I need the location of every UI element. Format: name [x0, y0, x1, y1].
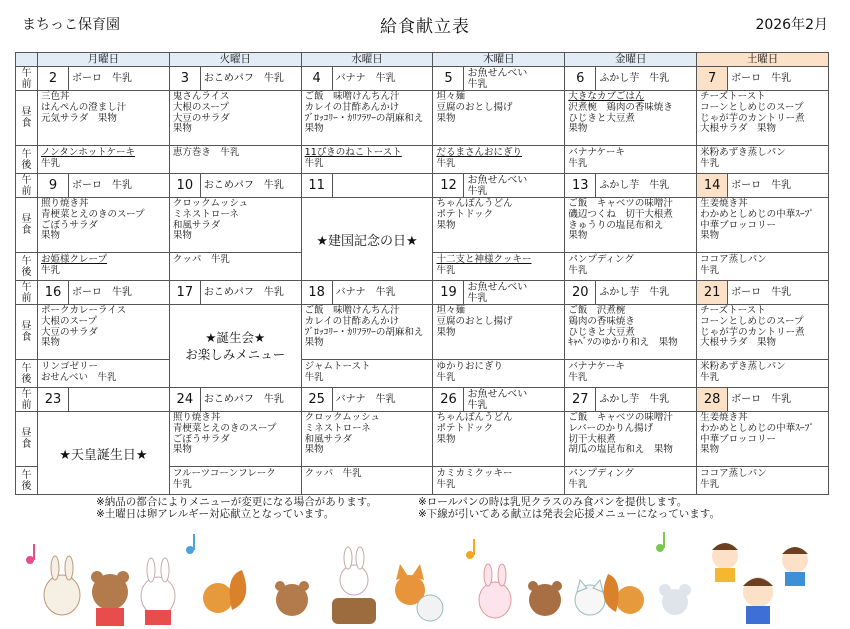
pm-snack	[697, 146, 828, 171]
menu-table	[15, 52, 829, 495]
date-number: 7	[697, 67, 728, 90]
pm-snack-item: だるまさんおにぎり	[436, 147, 522, 159]
animal-band-illustration	[0, 520, 850, 629]
squirrel-icon	[203, 570, 246, 613]
lunch-cell-thu	[433, 412, 565, 467]
music-note-icon	[26, 544, 35, 564]
morning-snack: ボーロ 牛乳	[72, 180, 132, 192]
pm-snack-cell-wed	[301, 467, 433, 495]
date-cell-mon	[38, 173, 170, 197]
pm-snack-drink: 牛乳	[568, 478, 588, 490]
lunch-cell-fri	[565, 305, 697, 360]
pm-snack	[170, 146, 301, 161]
date-cell-sat	[697, 387, 829, 411]
row-label-pm	[16, 360, 38, 388]
bear-icon	[91, 571, 129, 626]
pm-snack-cell-thu	[433, 467, 565, 495]
date-cell-sat	[697, 67, 829, 91]
pm-snack-item: リンゴゼリー	[41, 361, 99, 373]
morning-snack: ボーロ 牛乳	[72, 287, 132, 299]
date-number: 5	[433, 67, 464, 90]
row-label-char: 午	[21, 388, 32, 400]
pm-snack-item: クッパ 牛乳	[172, 254, 230, 266]
bear-icon	[528, 581, 562, 616]
child-icon	[712, 543, 738, 582]
date-cell-wed	[301, 173, 433, 197]
pm-snack-item: クッパ 牛乳	[304, 468, 362, 480]
lunch-cell-thu	[433, 198, 565, 253]
pm-snack-item: 11ぴきのねこトースト	[304, 147, 402, 159]
day-header-sat: 土曜日	[697, 53, 829, 67]
lunch-cell-wed	[301, 91, 433, 146]
date-number: 10	[170, 174, 201, 197]
pm-snack-drink: 牛乳	[700, 372, 720, 383]
lunch-menu: ちゃんぽんうどん ポテトドック 果物	[436, 412, 513, 445]
date-number: 2	[38, 67, 69, 90]
date-cell-tue	[169, 387, 301, 411]
date-number: 25	[302, 388, 333, 411]
row-label-char: 後	[21, 159, 32, 171]
lunch-cell-wed	[301, 305, 433, 360]
pm-snack	[697, 467, 828, 492]
date-number: 13	[565, 174, 596, 197]
date-number: 19	[433, 281, 464, 304]
date-number: 26	[433, 388, 464, 411]
date-cell-wed	[301, 67, 433, 91]
date-number: 11	[302, 174, 333, 197]
row-label-char: 食	[21, 332, 32, 344]
pm-snack-cell-thu	[433, 360, 565, 388]
morning-snack: おこめパフ 牛乳	[203, 394, 284, 406]
pm-snack-cell-sat	[697, 467, 829, 495]
pm-snack-cell-tue	[169, 146, 301, 174]
pm-snack-cell-thu	[433, 253, 565, 281]
morning-snack: ボーロ 牛乳	[731, 287, 792, 299]
row-label-char: 午	[21, 362, 32, 374]
date-cell-wed	[301, 387, 433, 411]
row-label-pm	[16, 146, 38, 174]
lunch-cell-tue	[169, 198, 301, 253]
pm-snack-item: ゆかりおにぎり	[436, 361, 503, 373]
lunch-menu: ポークカレーライス 大根のスープ 大豆のサラダ 果物	[41, 305, 127, 349]
note: ※ロールパンの時は乳児クラスのみ食パンを提供します。	[418, 496, 688, 508]
date-cell-sat	[697, 280, 829, 304]
morning-snack: ふかし芋 牛乳	[599, 287, 670, 299]
event-label: お楽しみメニュー	[185, 347, 286, 363]
lunch-menu: チーズトースト コーンとしめじのスープ じゃが芋のカントリー煮 大根サラダ 果物	[700, 91, 805, 135]
row-label-char: 前	[21, 185, 32, 197]
date-number: 24	[170, 388, 201, 411]
pm-snack-cell-wed	[301, 360, 433, 388]
pm-snack-cell-sat	[697, 360, 829, 388]
music-note-icon	[466, 539, 475, 559]
morning-snack: バナナ 牛乳	[335, 287, 396, 299]
week-4-lunch-row	[16, 412, 829, 467]
lunch-cell-sat	[697, 198, 829, 253]
day-header-thu: 木曜日	[433, 53, 565, 67]
notes-right	[418, 496, 720, 520]
pm-snack	[697, 253, 828, 278]
pm-snack-cell-mon	[38, 146, 170, 174]
row-label-char: 昼	[21, 428, 32, 440]
lunch-cell-thu	[433, 91, 565, 146]
week-2-lunch-row	[16, 198, 829, 253]
pm-snack-drink: 牛乳	[436, 265, 456, 277]
pm-snack-cell-mon	[38, 253, 170, 281]
row-label-char: 昼	[21, 107, 32, 119]
lunch-menu: 生姜焼き丼 わかめとしめじの中華ｽｰﾌﾟ 中華ブロッコリー 果物	[700, 198, 815, 242]
holiday-label: ★建国記念の日★	[316, 233, 418, 249]
row-label-char: 午	[21, 67, 32, 79]
lunch-menu: クロックムッシュ ミネストローネ 和風サラダ 果物	[304, 412, 380, 456]
squirrel-icon	[604, 574, 645, 614]
pm-snack-item: バナナケーキ	[568, 147, 625, 159]
date-cell-tue	[169, 173, 301, 197]
holiday-cell	[38, 412, 170, 495]
cat-icon	[417, 595, 443, 621]
pm-snack-item: カミカミクッキー	[436, 468, 513, 480]
lunch-menu: 坦々麺 豆腐のおとし揚げ 果物	[436, 91, 513, 124]
pm-snack-drink: 牛乳	[568, 372, 588, 383]
lunch-cell-mon	[38, 198, 170, 253]
lunch-cell-sat	[697, 305, 829, 360]
morning-snack: お魚せんべい 牛乳	[467, 388, 528, 411]
pm-snack-cell-sat	[697, 253, 829, 281]
row-label-char: 昼	[21, 214, 32, 226]
week-1-date-row	[16, 67, 829, 91]
date-number: 20	[565, 281, 596, 304]
pm-snack	[565, 253, 696, 278]
pm-snack-drink: おせんべい 牛乳	[41, 372, 117, 383]
morning-snack: ボーロ 牛乳	[731, 73, 792, 85]
pm-snack-item: ココア蒸しパン	[700, 468, 767, 480]
date-cell-thu	[433, 387, 565, 411]
lunch-cell-mon	[38, 305, 170, 360]
date-number: 28	[697, 388, 728, 411]
date-cell-thu	[433, 173, 565, 197]
pm-snack-cell-wed	[301, 146, 433, 174]
lunch-menu: 生姜焼き丼 わかめとしめじの中華ｽｰﾌﾟ 中華ブロッコリー 果物	[700, 412, 815, 456]
date-cell-thu	[433, 280, 565, 304]
date-cell-thu	[433, 67, 565, 91]
pm-snack-drink: 牛乳	[304, 372, 324, 383]
pm-snack-cell-tue	[169, 467, 301, 495]
date-cell-mon	[38, 387, 170, 411]
week-1-pm-row	[16, 146, 829, 174]
pm-snack-drink: 牛乳	[172, 478, 192, 490]
lunch-menu: ご飯 キャベツの味噌汁 レバーのかりん揚げ 切干大根煮 胡瓜の塩昆布和え 果物	[568, 412, 673, 456]
date-cell-wed	[301, 280, 433, 304]
pm-snack-item: フルーツコーンフレーク	[172, 468, 276, 480]
row-label-char: 前	[21, 399, 32, 411]
date-number: 6	[565, 67, 596, 90]
notes-left	[96, 496, 377, 520]
page-title: 給食献立表	[380, 17, 470, 37]
pm-snack	[565, 146, 696, 171]
pm-snack	[433, 360, 564, 385]
pm-snack-item: ジャムトースト	[304, 361, 371, 373]
pm-snack-cell-thu	[433, 146, 565, 174]
pm-snack-drink: 牛乳	[436, 478, 456, 490]
pm-snack-cell-tue	[169, 253, 301, 281]
day-header-tue: 火曜日	[169, 53, 301, 67]
pm-snack-item: ノンタンホットケーキ	[41, 147, 136, 159]
pm-snack	[433, 467, 564, 492]
rabbit-icon	[141, 558, 175, 625]
pm-snack-item: バナナケーキ	[568, 361, 625, 373]
date-number: 4	[302, 67, 333, 90]
lunch-menu: クロックムッシュ ミネストローネ 和風サラダ 果物	[172, 198, 249, 242]
date-number: 9	[38, 174, 69, 197]
mouse-icon	[659, 584, 691, 615]
date-number: 17	[170, 281, 201, 304]
lunch-menu: 三色丼 はんぺんの澄まし汁 元気サラダ 果物	[41, 91, 127, 124]
pm-snack-drink: 牛乳	[568, 265, 588, 277]
month-label: 2026年2月	[755, 17, 828, 33]
lunch-menu: 坦々麺 豆腐のおとし揚げ 果物	[436, 305, 513, 338]
pm-snack-item: お姫様クレープ	[41, 254, 108, 266]
row-label-lunch	[16, 305, 38, 360]
lunch-cell-thu	[433, 305, 565, 360]
date-cell-fri	[565, 280, 697, 304]
music-note-icon	[656, 532, 665, 552]
date-number: 21	[697, 281, 728, 304]
pm-snack	[38, 146, 169, 171]
date-cell-fri	[565, 387, 697, 411]
lunch-cell-fri	[565, 412, 697, 467]
lunch-menu: 鬼さんライス 大根のスープ 大豆のサラダ 果物	[172, 91, 230, 135]
pm-snack-cell-sat	[697, 146, 829, 174]
date-number: 12	[433, 174, 464, 197]
pm-snack-drink: 牛乳	[436, 158, 456, 170]
date-cell-mon	[38, 67, 170, 91]
pm-snack-item: 十二支と神様クッキー	[436, 254, 532, 266]
row-label-char: 食	[21, 118, 32, 130]
row-label-am	[16, 280, 38, 304]
row-label-pm	[16, 467, 38, 495]
lunch-cell-tue	[169, 91, 301, 146]
pm-snack	[302, 360, 433, 385]
pm-snack-item: 恵方巻き 牛乳	[172, 147, 240, 159]
row-label-char: 午	[21, 281, 32, 293]
morning-snack: バナナ 牛乳	[335, 73, 396, 85]
pm-snack-drink: 牛乳	[700, 158, 720, 170]
day-header-fri: 金曜日	[565, 53, 697, 67]
date-number: 27	[565, 388, 596, 411]
morning-snack: ボーロ 牛乳	[731, 180, 792, 192]
row-label-char: 後	[21, 266, 32, 278]
pm-snack	[433, 253, 564, 278]
morning-snack: おこめパフ 牛乳	[203, 73, 284, 85]
morning-snack: バナナ 牛乳	[335, 394, 396, 406]
lunch-menu: 照り焼き丼 青梗菜とえのきのスープ ごぼうサラダ 果物	[41, 198, 145, 242]
morning-snack	[333, 174, 339, 197]
lunch-cell-sat	[697, 412, 829, 467]
week-4-date-row	[16, 387, 829, 411]
row-label-lunch	[16, 198, 38, 253]
music-note-icon	[186, 534, 195, 554]
rabbit-icon	[479, 564, 511, 618]
pm-snack-drink: 牛乳	[304, 158, 324, 170]
lunch-menu: ご飯 味噌けんちん汁 カレイの甘酢あんかけ ﾌﾞﾛｯｺﾘｰ・ｶﾘﾌﾗﾜｰの胡麻和え 果物	[304, 305, 424, 349]
pm-snack-drink: 牛乳	[700, 265, 720, 277]
row-label-am	[16, 173, 38, 197]
date-cell-fri	[565, 67, 697, 91]
pm-snack-drink: 牛乳	[700, 478, 720, 490]
child-icon	[782, 547, 808, 586]
pm-snack	[697, 360, 828, 385]
underlined-menu-item: 大きなカブごはん	[568, 91, 645, 103]
morning-snack: ふかし芋 牛乳	[599, 394, 670, 406]
rabbit-icon	[44, 556, 80, 615]
lunch-menu: 照り焼き丼 青梗菜とえのきのスープ ごぼうサラダ 果物	[172, 412, 277, 456]
pm-snack-item: 米粉あずき蒸しパン	[700, 361, 786, 373]
pm-snack	[433, 146, 564, 171]
lunch-menu: ちゃんぽんうどん ポテトドック 果物	[436, 198, 513, 231]
row-label-char: 前	[21, 78, 32, 90]
pm-snack	[38, 360, 169, 385]
birthday-event-cell	[169, 305, 301, 388]
cat-icon	[575, 580, 605, 615]
day-header-wed: 水曜日	[301, 53, 433, 67]
row-label-char: 午	[21, 148, 32, 160]
row-label-lunch	[16, 91, 38, 146]
date-number: 16	[38, 281, 69, 304]
corner-cell	[16, 53, 38, 67]
row-label-am	[16, 67, 38, 91]
row-label-char: 食	[21, 225, 32, 237]
date-cell-tue	[169, 67, 301, 91]
pm-snack-drink: 牛乳	[436, 372, 456, 383]
morning-snack: ボーロ 牛乳	[72, 73, 132, 85]
bear-icon	[275, 581, 309, 616]
pm-snack	[170, 467, 301, 492]
lunch-menu: ご飯 キャベツの味噌汁 磯辺つくね 切干大根煮 きゅうりの塩昆布和え 果物	[568, 198, 673, 242]
row-label-char: 食	[21, 439, 32, 451]
week-2-date-row	[16, 173, 829, 197]
morning-snack: お魚せんべい 牛乳	[467, 174, 528, 197]
row-label-char: 後	[21, 373, 32, 385]
pm-snack	[565, 360, 696, 385]
morning-snack: お魚せんべい 牛乳	[467, 67, 528, 90]
morning-snack: ふかし芋 牛乳	[599, 73, 670, 85]
row-label-char: 午	[21, 469, 32, 481]
lunch-cell-fri	[565, 91, 697, 146]
day-header-mon: 月曜日	[38, 53, 170, 67]
lunch-cell-fri	[565, 198, 697, 253]
holiday-cell	[301, 198, 433, 281]
lunch-menu: 大きなカブごはん 沢煮椀 鶏肉の香味焼き ひじきと大豆煮 果物	[568, 91, 673, 135]
row-label-char: 午	[21, 255, 32, 267]
row-label-char: 午	[21, 174, 32, 186]
pm-snack	[302, 467, 433, 482]
note: ※土曜日は卵アレルギー対応献立となっています。	[96, 508, 335, 520]
date-cell-fri	[565, 173, 697, 197]
note: ※下線が引いてある献立は発表会応援メニューになっています。	[418, 508, 720, 520]
pm-snack-cell-fri	[565, 467, 697, 495]
week-3-date-row	[16, 280, 829, 304]
morning-snack: お魚せんべい 牛乳	[467, 281, 528, 304]
pm-snack-cell-fri	[565, 146, 697, 174]
lunch-cell-sat	[697, 91, 829, 146]
row-label-lunch	[16, 412, 38, 467]
week-1-lunch-row	[16, 91, 829, 146]
pm-snack-item: パンプディング	[568, 254, 634, 266]
note: ※納品の都合によりメニューが変更になる場合があります。	[96, 496, 377, 508]
morning-snack: ふかし芋 牛乳	[599, 180, 670, 192]
morning-snack: おこめパフ 牛乳	[203, 180, 284, 192]
school-name: まちっこ保育園	[22, 17, 120, 33]
date-number: 14	[697, 174, 728, 197]
pm-snack-drink: 牛乳	[568, 158, 588, 170]
event-label: ★誕生会★	[205, 330, 266, 346]
date-cell-tue	[169, 280, 301, 304]
row-label-am	[16, 387, 38, 411]
pm-snack-cell-mon	[38, 360, 170, 388]
child-icon	[743, 577, 773, 624]
row-label-char: 後	[21, 480, 32, 492]
date-number: 18	[302, 281, 333, 304]
morning-snack: おこめパフ 牛乳	[203, 287, 284, 299]
pm-snack-cell-fri	[565, 360, 697, 388]
week-3-lunch-row	[16, 305, 829, 360]
date-number: 23	[38, 388, 69, 411]
row-label-pm	[16, 253, 38, 281]
morning-snack	[69, 388, 75, 411]
lunch-cell-wed	[301, 412, 433, 467]
pm-snack	[38, 253, 169, 278]
rabbit-on-stump-icon	[332, 547, 376, 624]
lunch-cell-tue	[169, 412, 301, 467]
lunch-menu: チーズトースト コーンとしめじのスープ じゃが芋のカントリー煮 大根サラダ 果物	[700, 305, 805, 349]
holiday-label: ★天皇誕生日★	[59, 447, 148, 463]
pm-snack-item: パンプディング	[568, 468, 634, 480]
week-3-pm-row	[16, 360, 829, 388]
row-label-char: 昼	[21, 321, 32, 333]
lunch-menu: ご飯 沢煮椀 鶏肉の香味焼き ひじきと大豆煮 ｷｬﾍﾞﾂのゆかり和え 果物	[568, 305, 678, 349]
day-header-row	[16, 53, 829, 67]
lunch-menu: ご飯 味噌けんちん汁 カレイの甘酢あんかけ ﾌﾞﾛｯｺﾘｰ・ｶﾘﾌﾗﾜｰの胡麻和え 果物	[304, 91, 424, 135]
pm-snack	[302, 146, 433, 171]
pm-snack-drink: 牛乳	[41, 158, 61, 170]
date-cell-sat	[697, 173, 829, 197]
pm-snack-item: ココア蒸しパン	[700, 254, 767, 266]
row-label-char: 前	[21, 292, 32, 304]
morning-snack: ボーロ 牛乳	[731, 394, 792, 406]
pm-snack	[170, 253, 301, 268]
pm-snack	[565, 467, 696, 492]
date-cell-mon	[38, 280, 170, 304]
date-number: 3	[170, 67, 201, 90]
pm-snack-item: 米粉あずき蒸しパン	[700, 147, 786, 159]
pm-snack-drink: 牛乳	[41, 265, 61, 277]
lunch-cell-mon	[38, 91, 170, 146]
pm-snack-cell-fri	[565, 253, 697, 281]
